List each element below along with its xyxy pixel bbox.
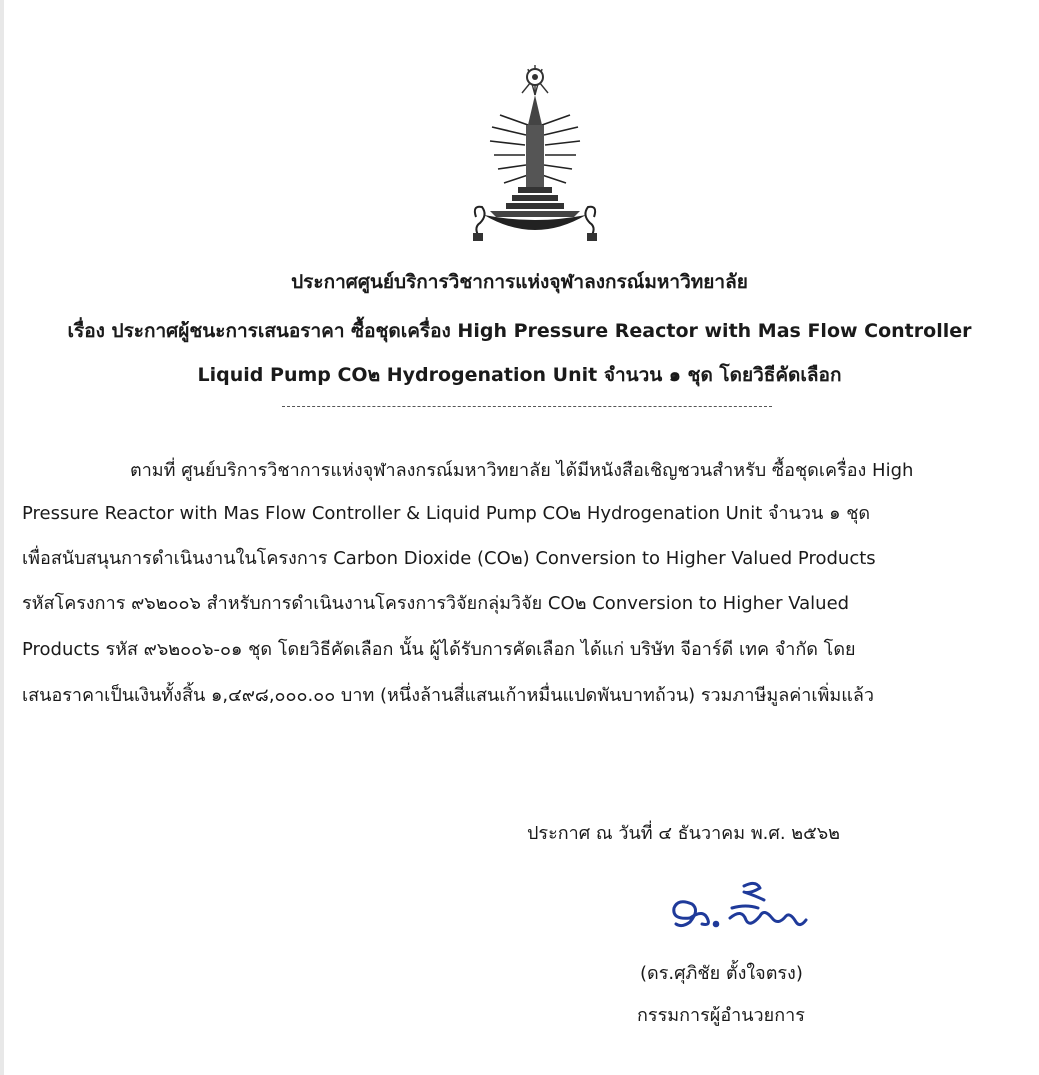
body-line-2: Pressure Reactor with Mas Flow Controller & Liquid Pump CO๒ Hydrogenation Unit จำนวน ๑ ชุด (22, 503, 871, 524)
body-line-3: เพื่อสนับสนุนการดำเนินงานในโครงการ Carbon Dioxide (CO๒) Conversion to Higher Valued Products (22, 548, 876, 569)
announcement-title: ประกาศศูนย์บริการวิชาการแห่งจุฬาลงกรณ์มหาวิทยาลัย (291, 271, 748, 293)
phra-kiao-emblem-icon (470, 55, 600, 250)
announcement-subject-line-2: Liquid Pump CO๒ Hydrogenation Unit จำนวน ๑ ชุด โดยวิธีคัดเลือก (197, 364, 842, 386)
announcement-subject-line-1: เรื่อง ประกาศผู้ชนะการเสนอราคา ซื้อชุดเครื่อง High Pressure Reactor with Mas Flow Controller (67, 320, 972, 342)
signer-name: (ดร.ศุภิชัย ตั้งใจตรง) (640, 963, 803, 984)
body-line-6: เสนอราคาเป็นเงินทั้งสิ้น ๑,๔๙๘,๐๐๐.๐๐ บาท (หนึ่งล้านสี่แสนเก้าหมื่นแปดพันบาทถ้วน) รวมภาษีมูลค่าเพิ่มแล้ว (22, 685, 875, 706)
body-line-4: รหัสโครงการ ๙๖๒๐๐๖ สำหรับการดำเนินงานโครงการวิจัยกลุ่มวิจัย CO๒ Conversion to Higher Valued (22, 593, 850, 614)
body-line-5: Products รหัส ๙๖๒๐๐๖-๐๑ ชุด โดยวิธีคัดเลือก นั้น ผู้ได้รับการคัดเลือก ได้แก่ บริษัท จีอาร์ดี เทค จำกัด โดย (22, 639, 856, 660)
scan-edge-shadow (0, 0, 4, 1075)
handwritten-signature-icon (660, 878, 850, 938)
body-line-1: ตามที่ ศูนย์บริการวิชาการแห่งจุฬาลงกรณ์มหาวิทยาลัย ได้มีหนังสือเชิญชวนสำหรับ ซื้อชุดเครื่อง High (130, 460, 914, 481)
signer-title: กรรมการผู้อำนวยการ (637, 1005, 805, 1026)
dashed-divider (282, 406, 772, 407)
announcement-date: ประกาศ ณ วันที่ ๔ ธันวาคม พ.ศ. ๒๕๖๒ (527, 823, 841, 844)
